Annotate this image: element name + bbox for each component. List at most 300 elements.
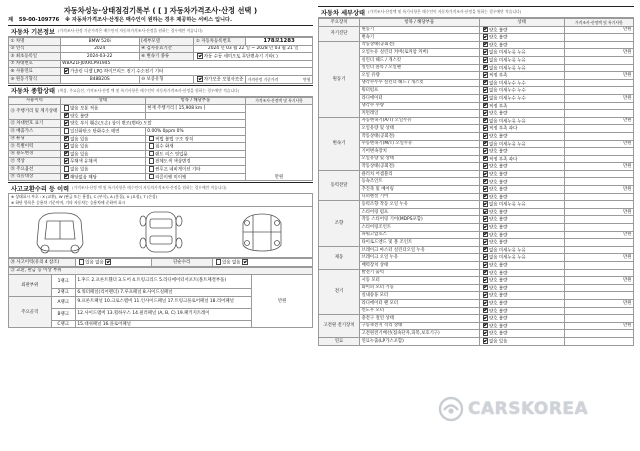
state-text: 없음 있음 [70,152,89,158]
checkbox-icon [483,49,489,55]
detail-state [479,140,564,148]
overall-state [60,105,145,113]
detail-item: 실내송풍 모터 [359,292,479,300]
rank-label: B랭크 [51,308,75,320]
checkbox-icon [483,125,489,131]
state-text: 양호 불량 [489,195,508,200]
basic-value: 자가보증 보험사보증 [203,77,244,83]
state-text: 양호 불량 [489,179,508,185]
checkbox-icon [483,141,489,147]
state-text: 없음 있음 [70,144,89,150]
table-row [319,94,634,102]
detail-state [479,41,564,49]
detail-state [479,102,564,110]
overall-detail [145,165,245,173]
detail-state [479,79,564,87]
fuel-options [60,68,312,76]
detail-price [564,64,633,72]
state-text: 양호 불량 [70,114,89,120]
detail-state [479,330,564,338]
rank-label: C랭크 [51,320,75,328]
state-text: 렌트 리스 영업용 [155,152,188,158]
checkbox-icon [197,76,203,82]
state-text: 해당없음 해당 [70,174,97,180]
state-text: 적정 부족 [489,73,508,79]
overall-detail [145,158,245,166]
detail-group: 연료 [319,337,360,345]
state-text: 없음 미세누유 누유 [489,255,526,261]
detail-state [479,208,564,216]
state-text: 없음 있음 [489,339,508,345]
detail-state [479,178,564,186]
detail-item: 디퍼렌셜 기어 [359,193,479,201]
detail-price: 만원 [564,254,633,262]
detail-price [564,102,633,110]
overall-state [60,112,145,120]
table-row [319,110,634,118]
detail-state [479,186,564,194]
table-row [319,117,634,125]
basic-label: ⑦ 차대번호 [9,60,61,68]
table-row [319,315,634,323]
checkbox-icon [79,259,85,265]
right-column [318,6,634,446]
detail-item: 타이로드엔드 및 볼 조인트 [359,239,479,247]
detail-price [564,224,633,232]
table-row [319,239,634,247]
column-header: 항목 / 해당부품 [145,97,245,105]
detail-item: 고전원전기배선(접속단자,피복,보호기구) [359,330,479,338]
state-text: 양호 불량 [489,225,508,231]
rank-label: A랭크 [51,296,75,308]
checkbox-icon [483,80,489,86]
overall-detail [145,150,245,158]
detail-item: 작동상태(공회전) [359,41,479,49]
checkbox-icon [149,158,155,164]
checkbox-icon [483,315,489,321]
table-row [319,56,634,64]
checkbox-icon [483,254,489,260]
accident-note: (가격조사·산정 액 및 특기사항은 매수인이 자동차가격조사·산정을 원하는 경우에만 적습니다) [72,185,227,191]
detail-price [564,292,633,300]
detail-price [564,148,633,156]
overall-state [60,173,145,181]
checkbox-icon [483,171,489,177]
state-text: 무채색 유채색 [70,159,97,165]
detail-state [479,307,564,315]
detail-price [564,216,633,224]
basic-info-note: (가격조사·산정 기준가격은 매수인이 자동차가격조사·산정을 원하는 경우에만 적습니다) [58,28,203,33]
detail-price [564,337,633,345]
detail-price: 만원 [564,299,633,307]
exchange-label: ㉑ 교환, 판금 등 이상 부위 [9,267,313,275]
state-text: 없음 미세누유 누유 [489,65,526,71]
detail-price: 만원 [564,94,633,102]
table-row [319,79,634,87]
overall-state [60,135,145,143]
overall-label: ⑮ 특별이력 [9,143,61,151]
detail-state [479,299,564,307]
checkbox-icon [483,292,489,298]
state-text: 양호 불량 [489,149,508,155]
detail-item: 냉각수 수량 [359,102,479,110]
detail-item: 연료누출(LP가스포함) [359,337,479,345]
detail-price: 만원 [564,322,633,330]
main-frame-label: 주요골격 [9,296,52,328]
price-unit: 만원 [303,76,311,82]
detail-state [479,224,564,232]
checkbox-icon [483,42,489,48]
detail-group: 변속기 [319,117,360,170]
table-row [9,97,313,105]
price-base [246,75,313,83]
rank-parts: 1.후드 2.프론트휀더 3.도어 4.트렁크리드 5.라디에이터서포트(볼트체결부품) [75,275,251,289]
detail-price [564,132,633,140]
checkbox-icon [149,174,155,180]
checkbox-icon [483,194,489,200]
transmission-options [194,53,313,61]
table-row [9,267,313,275]
detail-state [479,49,564,57]
detail-header [318,6,634,18]
basic-label: ② 자동차등록번호 [194,38,246,46]
checkbox-icon [483,277,489,283]
detail-price [564,125,633,133]
basic-value: 자동 수동 세미오토 무단변속기 기타( ) [203,54,278,60]
checkbox-icon [483,179,489,185]
detail-price [564,246,633,254]
detail-state [479,155,564,163]
checkbox-icon [64,128,70,134]
overall-detail [145,143,245,151]
state-text: 양호 불량 [489,35,508,41]
table-row [319,330,634,338]
detail-price [564,239,633,247]
detail-price [564,193,633,201]
column-header: 상태 [60,97,145,105]
state-text: 있음 없음 [85,260,104,266]
basic-label: 가격산정 기준가격 [247,76,279,82]
table-row [319,262,634,270]
detail-item: 와이퍼 모터 기능 [359,284,479,292]
overall-detail [145,173,245,181]
checkbox-icon [483,239,489,245]
detail-state [479,87,564,95]
state-text: 양호 불량 [489,187,508,193]
checkbox-icon [64,120,70,126]
table-row [319,26,634,34]
basic-value: 가솔린 디젤 LPG 하이브리드 전기 수소전기 기타 [70,69,164,75]
state-text: 양호 불량 [489,278,508,284]
table-row [319,337,634,345]
overall-label: ⑫ 차대번호 표기 [9,120,61,128]
table-row [319,41,634,49]
detail-price [564,79,633,87]
document-title: 자동차성능·상태점검기록부 ( [ ] 자동차가격조사·산정 선택 ) [63,6,258,15]
detail-item: 시동 모터 [359,277,479,285]
column-header: 사용이력 [9,97,61,105]
state-text: 없음 있음 [70,167,89,173]
checkbox-icon [197,53,203,59]
state-text: 양호 불량 [489,270,508,276]
overall-label: ⑪ 주행거리 및 계기상태 [9,105,61,120]
state-text: 양호 부식 훼손(오손) 상이 변조(변타) 도말 [70,121,152,127]
watermark-text: CARSKOREA [468,399,589,419]
detail-price: 만원 [564,186,633,194]
checkbox-icon [64,174,70,180]
state-text: 양호 불량 [489,308,508,314]
detail-state [479,201,564,209]
detail-state [479,34,564,42]
overall-header [8,85,313,97]
vin-value: WBA21FJ0XRCP91945 [60,60,312,68]
detail-state [479,216,564,224]
table-row [319,216,634,224]
checkbox-icon [483,285,489,291]
state-text: 리콜이행 미이행 [155,174,187,180]
checkbox-icon [483,65,489,71]
accident-header [8,182,313,194]
detail-state [479,284,564,292]
detail-price [564,269,633,277]
detail-price [564,34,633,42]
basic-label: [세부모델 [139,38,194,46]
table-row [9,105,313,113]
rank-parts: 12.사이드멤버 13.휠하우스 14.필러패널 (A, B, C) 19.패키지트레이 [75,308,251,320]
detail-item: 동력조향 작동 오일 누유 [359,201,479,209]
checkbox-icon [483,216,489,222]
table-row [9,259,313,267]
detail-state [479,239,564,247]
detail-price [564,262,633,270]
accident-history-value [75,259,151,267]
state-text: 양호 불량 [489,293,508,299]
exchange-price: 만원 [252,275,313,328]
detail-price [564,87,633,95]
detail-state [479,148,564,156]
basic-value: 2024 [60,45,139,53]
state-text: 많음 보통 적음 [70,106,99,112]
checkbox-icon [149,143,155,149]
basic-value: 2024-03-22 [60,53,139,61]
price-unit: 만원 [274,174,284,180]
column-header: 가격조사·산정액 및 특기사항 [246,97,313,105]
checkbox-icon [483,27,489,33]
detail-item: 추진축 및 베어링 [359,186,479,194]
detail-price [564,41,633,49]
detail-state [479,322,564,330]
table-row [319,64,634,72]
table-row [319,284,634,292]
detail-state [479,110,564,118]
detail-item: 파워고압호스 [359,231,479,239]
detail-state [479,72,564,80]
checkbox-icon [105,259,111,265]
checkbox-icon [483,34,489,40]
state-text: 양호 불량 [489,240,508,246]
checkbox-icon [483,201,489,207]
detail-item: 커먼레일 [359,110,479,118]
checkbox-icon [483,338,489,344]
overall-table [8,97,313,182]
state-text: 없음 있음 [70,136,89,142]
table-row [319,246,634,254]
overall-label: ⑭ 튜닝 [9,135,61,143]
accident-history-label: ⑳ 사고이력(유의 4 참조) [9,259,76,267]
car-side-view-icon [31,209,89,255]
table-row [319,193,634,201]
detail-item: 수동변속기(M/T) 오일누유 [359,140,479,148]
detail-state [479,254,564,262]
table-row [9,275,313,289]
basic-label: ⑩ 보증유형 [141,76,164,82]
overall-state [60,143,145,151]
detail-item: 발전기 출력 [359,269,479,277]
warranty-options [139,75,194,83]
detail-item: 실린더 헤드 / 개스킷 [359,56,479,64]
column-header: 항목 / 해당부품 [359,19,479,27]
overall-note: (색상, 주요옵션, 가격조사·산정 액 및 특기사항은 매수인이 자동차가격조사·산정을 원하는 경우에만 적습니다) [58,87,240,93]
detail-title: 자동차 세부상태 [321,9,365,17]
detail-item: 오일유량 및 상태 [359,125,479,133]
table-row [319,19,634,27]
state-text: 양호 불량 [489,111,508,117]
checkbox-icon [483,163,489,169]
checkbox-icon [483,270,489,276]
detail-state [479,125,564,133]
checkbox-icon [149,136,155,142]
state-text: 양호 불량 [489,172,508,178]
carskorea-watermark [438,394,638,424]
table-row [319,34,634,42]
basic-label: ⑧ 사용연료 [9,68,61,76]
state-text: 양호 불량 [489,301,508,307]
accident-table [8,258,313,267]
overall-label: ⑯ 용도변경 [9,150,61,158]
rank-label: 2랭크 [51,289,75,297]
table-row [319,208,634,216]
checkbox-icon [483,72,489,78]
overall-detail: 0.00% 0ppm 0% [145,127,245,135]
detail-item: 변속기 [359,34,479,42]
detail-state [479,56,564,64]
state-text: 없음 미세누유 누유 [489,141,526,147]
detail-price [564,155,633,163]
checkbox-icon [483,118,489,124]
basic-value: 2024 년 03 월 22 일 ~ 2028 년 03 월 21 일 [194,45,313,53]
registration-number: 178보1283 [246,38,313,46]
detail-price [564,201,633,209]
mileage: 현재 주행거리 [ 15,908 km ] [145,105,245,113]
exchange-table [8,267,313,329]
checkbox-icon [242,259,248,265]
state-text: 양호 불량 [489,286,508,292]
basic-label: ⑤ 최초등록일 [9,53,61,61]
state-text: 양호 불량 [489,164,508,170]
checkbox-icon [64,105,70,111]
table-row [319,277,634,285]
state-text: 없음 미세누유 누유 [489,248,526,254]
detail-item: 워터펌프 [359,87,479,95]
basic-info-title: 자동차 기본정보 [11,28,55,36]
detail-state [479,269,564,277]
overall-state [60,158,145,166]
detail-price: 만원 [564,231,633,239]
document-notice: ※ 자동차가격조사·산정은 매수인이 원하는 경우 제공하는 서비스 입니다. [65,17,232,23]
detail-price: 만원 [564,26,633,34]
rank-parts: 15.대쉬패널 16.플로어패널 [75,320,251,328]
table-row [319,254,634,262]
detail-state [479,246,564,254]
carskorea-logo-icon [438,396,464,422]
detail-price [564,170,633,178]
detail-group: 조향 [319,201,360,247]
checkbox-icon [483,300,489,306]
detail-item: 라디에이터 팬 모터 [359,299,479,307]
detail-item: 구동축전지 격리 상태 [359,322,479,330]
state-text: 양호 불량 [489,316,508,322]
table-row [319,178,634,186]
checkbox-icon [483,323,489,329]
rank-parts: 6.쿼터패널(리어펜더) 7.루프패널 8.사이드실패널 [75,289,251,297]
detail-price [564,330,633,338]
state-text: 양호 불량 [489,324,508,330]
table-row [9,68,313,76]
state-text: 양호 불량 [489,210,508,216]
table-row [9,60,313,68]
state-text: 일산화탄소 탄화수소 매연 [70,129,120,135]
detail-item: 작동 스티어링 기어(MDPS포함) [359,216,479,224]
state-text: 양호 불량 [489,134,508,140]
checkbox-icon [483,87,489,93]
overall-state [60,150,145,158]
detail-state [479,163,564,171]
table-row [9,45,313,53]
checkbox-icon [483,110,489,116]
basic-label: ③ 연식 [9,45,61,53]
detail-item: 오일누유 실린더 커버(로커암 커버) [359,49,479,57]
detail-price [564,315,633,323]
checkbox-icon [483,103,489,109]
detail-item: 원동기 [359,26,479,34]
state-text: 없음 미세누유 누유 [489,50,526,56]
overall-price [246,105,313,181]
overall-state [60,165,145,173]
overall-state [60,120,245,128]
state-text: 양호 불량 [489,27,508,33]
detail-item: 스티어링 펌프 [359,208,479,216]
table-row [319,49,634,57]
state-text: 양호 불량 [489,232,508,238]
detail-item: 냉각수누수 실린더 헤드 / 개스킷 [359,79,479,87]
detail-state [479,262,564,270]
table-row [319,224,634,232]
detail-item: 브레이크 마스터 실린더오일 누유 [359,246,479,254]
detail-item: 라디에이터 [359,94,479,102]
detail-item: 윈도우 모터 [359,307,479,315]
state-text: 없음 미세누수 누수 [489,88,526,94]
detail-item: 충전구 절연 상태 [359,315,479,323]
detail-item: 실린더 블록 / 오일팬 [359,64,479,72]
detail-table [318,18,634,346]
detail-item: 브레이크 오일 누유 [359,254,479,262]
checkbox-icon [483,133,489,139]
state-text: 적정 부족 과다 [489,126,518,132]
detail-state [479,132,564,140]
detail-item: 오일 유량 [359,72,479,80]
table-row [319,125,634,133]
detail-state [479,277,564,285]
